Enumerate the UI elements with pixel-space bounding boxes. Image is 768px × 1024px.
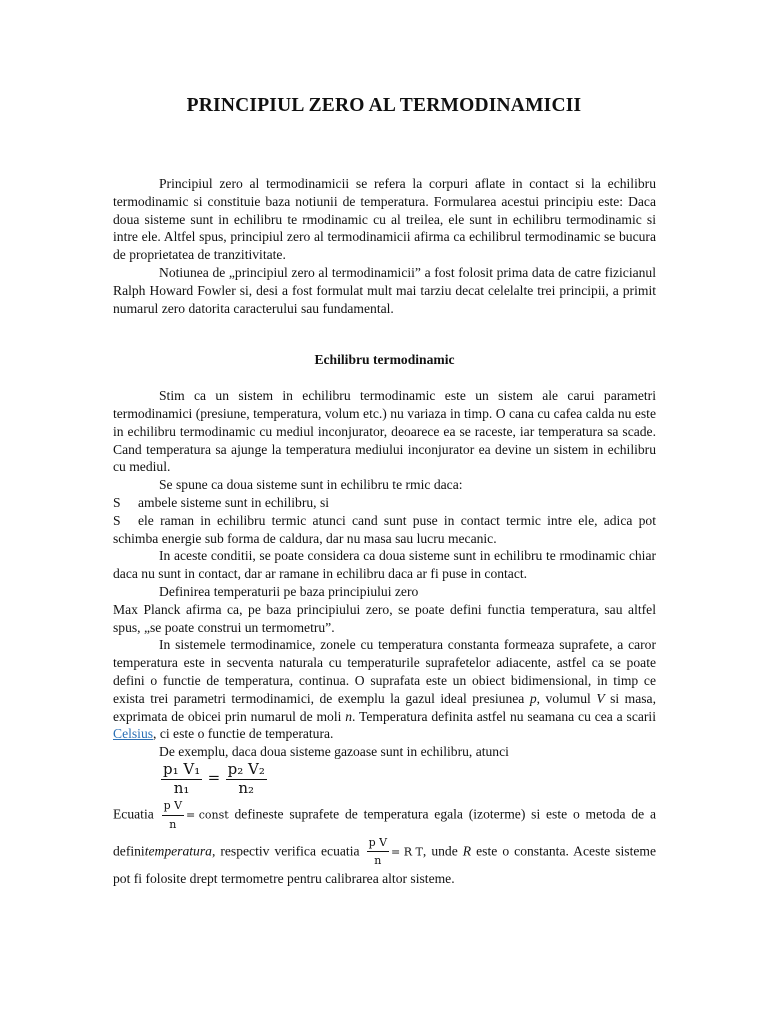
bullet-marker: S [113, 512, 121, 528]
equation-equilibrium: $\frac{\text{p₁ V₁}}{\text{n₁}}$ = $\frac{\text{p₂ V₂}}{\text{n₂}}$ [163, 759, 265, 797]
equation-isotherm: $\frac{\text{p V}}{n}$ = const [163, 798, 229, 831]
section-paragraph-1: Stim ca un sistem in echilibru termodinamic este un sistem ale carui parametri termodinamici (presiune, temperatura, volum etc.) nu variaza in timp. O cana cu cafea calda nu este in echilibru termodinamic cu mediul inconjurator, deoarece ea se raceste, iar temperatura sa scade. Cand temperatura sa ajunge la temperatura mediului inconjurator ea devine un sistem in echilibru cu mediul. [113, 388, 656, 475]
equation-ideal-gas: $\frac{\text{p V}}{n}$ = R T [368, 835, 423, 868]
list-item-text: ambele sisteme sunt in echilibru, si [138, 494, 330, 510]
section-paragraph-6: In sistemele termodinamice, zonele cu temperatura constanta formeaza suprafete, a caror temperatura este in secventa naturala cu temperaturile suprafetelor adiacente, astfel ca se poate defini o functie de temperatura, continua. O suprafata este un obiect bidimensional, in timp ce exista trei parametri termodinamici, de exemplu la gazul ideal presiunea p, volumul V si masa, exprimata de obicei prin numarul de moli n. Temperatura definita astfel nu seamana cu cea a scarii Celsius, ci este o functie de temperatura. [113, 637, 656, 742]
section-paragraph-3: In aceste conditii, se poate considera ca doua sisteme sunt in echilibru te rmodinamic chiar daca nu sunt in contact, dar ar ramane in echilibru daca ar fi puse in contact. [113, 548, 656, 582]
celsius-link[interactable]: Celsius [113, 726, 154, 742]
page-title: PRINCIPIUL ZERO AL TERMODINAMICII [186, 95, 582, 116]
document-body [113, 175, 656, 888]
list-item-text: ele raman in echilibru termic atunci cand sunt puse in contact termic intre ele, adica pot schimba energie sub forma de caldura, dar nu masa sau lucru mecanic. [113, 512, 656, 546]
subheading-temperature: Definirea temperaturii pe baza principiului zero [159, 583, 419, 599]
intro-paragraph-2: Notiunea de „principiul zero al termodinamicii” a fost folosit prima data de catre fizicianul Ralph Howard Fowler si, desi a fost formulat mult mai tarziu decat celelalte trei principii, a primit numarul zero datorita caracterului sau fundamental. [113, 264, 656, 316]
equation-fraction-left: $\frac{\text{p₁ V₁}}{\text{n₁}}$ [163, 759, 201, 797]
intro-paragraph-1: Principiul zero al termodinamicii se refera la corpuri aflate in contact si la echilibru termodinamic si constituie baza notiunii de temperatura. Formularea acestui principiu este: Daca doua sisteme sunt in echilibru te rmodinamic cu al treilea, ele sunt in echilibru termodinamic si intre ele. Altfel spus, principiul zero al termodinamicii afirma ca echilibrul termodinamic se bucura de proprietatea de tranzitivitate. [113, 176, 656, 263]
section-paragraph-8: Ecuatia $\frac{\text{p V}}{n}$ = const defineste suprafete de temperatura egala (izoterme) si este o metoda de a definitemperatura, respectiv verifica ecuatia $\frac{\text{p V}}{n}$ = R T, unde R este o constanta. Aceste sisteme pot fi folosite drept termometre pentru calibrarea altor sisteme. [113, 798, 656, 887]
equation-fraction-right: $\frac{\text{p₂ V₂}}{\text{n₂}}$ [227, 759, 265, 797]
section-paragraph-2: Se spune ca doua sisteme sunt in echilibru te rmic daca: [159, 477, 463, 493]
section-paragraph-7: De exemplu, daca doua sisteme gazoase sunt in echilibru, atunci [159, 744, 509, 760]
list-item [113, 512, 656, 548]
list-item [113, 494, 656, 512]
bullet-marker: S [113, 494, 121, 510]
section-heading: Echilibru termodinamic [314, 352, 455, 368]
section-paragraph-5: Max Planck afirma ca, pe baza principiului zero, se poate defini functia temperatura, sau altfel spus, „se poate construi un termometru”. [113, 601, 656, 635]
